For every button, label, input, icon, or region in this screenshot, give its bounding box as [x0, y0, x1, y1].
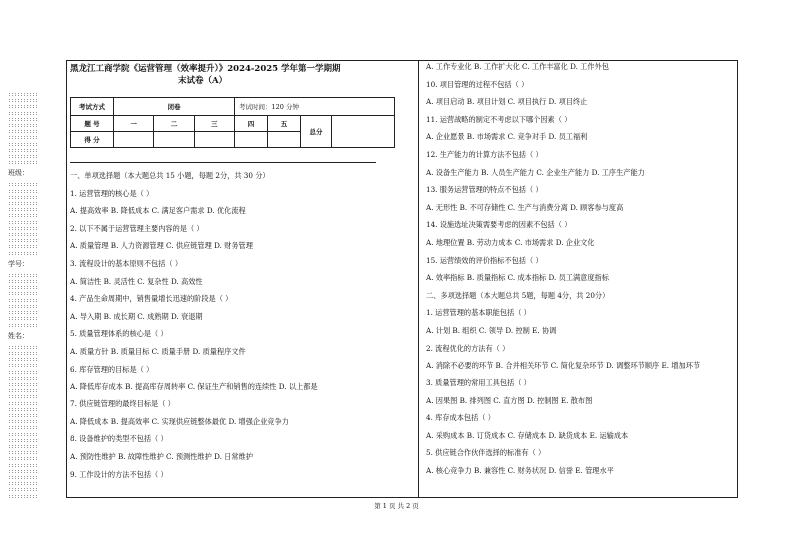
column-divider: [418, 60, 419, 497]
binding-dots: :::::::::: :::::::::: :::::::::: :::::::::: :::::::::: :::::::::: :::::::::: :::::::::: :::::::::: :::::::::: :::::::::: ::::::::::: [8, 92, 39, 167]
left-line: 9. 工作设计的方法不包括（ ）: [70, 469, 168, 479]
class-label: 班级：: [8, 169, 29, 178]
col-3: 三: [194, 116, 234, 132]
right-line: 1. 运营管理的基本职能包括（ ）: [426, 308, 531, 318]
right-line: A. 工作专业化 B. 工作扩大化 C. 工作丰富化 D. 工作外包: [426, 62, 609, 71]
right-line: A. 地理位置 B. 劳动力成本 C. 市场需求 D. 企业文化: [426, 237, 595, 247]
col-2: 二: [154, 116, 194, 132]
col-4: 四: [235, 116, 268, 132]
right-line: A. 企业愿景 B. 市场需求 C. 竞争对手 D. 员工福利: [426, 132, 588, 142]
exam-time: 考试时间：120 分钟: [235, 98, 395, 116]
col-1: 一: [114, 116, 154, 132]
exam-method-label: 考试方式: [71, 98, 114, 116]
right-line: 11. 运营战略的制定不考虑以下哪个因素（ ）: [426, 114, 572, 124]
right-line: 15. 运营绩效的评价指标不包括（ ）: [426, 255, 543, 265]
right-line: A. 效率指标 B. 质量指标 C. 成本指标 D. 员工满意度指标: [426, 273, 609, 283]
right-line: 14. 设施选址决策需要考虑的因素不包括（ ）: [426, 220, 572, 230]
right-line: A. 项目启动 B. 项目计划 C. 项目执行 D. 项目终止: [426, 97, 588, 107]
left-line: A. 降低库存成本 B. 提高库存周转率 C. 保证生产和销售的连续性 D. 以上都是: [70, 382, 318, 392]
left-line: 5. 质量管理体系的核心是（ ）: [70, 329, 168, 339]
right-line: 3. 质量管理的常用工具包括（ ）: [426, 378, 531, 388]
left-line: A. 质量管理 B. 人力资源管理 C. 供应链管理 D. 财务管理: [70, 241, 253, 251]
left-line: A. 导入期 B. 成长期 C. 成熟期 D. 衰退期: [70, 311, 203, 321]
score-cell-2[interactable]: [154, 132, 194, 148]
right-line: 13. 服务运营管理的特点不包括（ ）: [426, 185, 543, 195]
exam-title: 黑龙江工商学院《运营管理（效率提升）》2024-2025 学年第一学期期: [70, 64, 341, 74]
right-line: 5. 供应链合作伙伴选择的标准有（ ）: [426, 448, 546, 458]
right-section-heading: 二、多项选择题（本大题总共 5题，每题 4分，共 20分）: [426, 290, 610, 300]
left-line: 7. 供应链管理的最终目标是（ ）: [70, 399, 175, 409]
score-cell-1[interactable]: [114, 132, 154, 148]
right-line: A. 核心竞争力 B. 兼容性 C. 财务状况 D. 信誉 E. 管理水平: [426, 466, 614, 476]
left-questions: [70, 167, 376, 483]
right-line: A. 消除不必要的环节 B. 合并相关环节 C. 简化复杂环节 D. 调整环节顺序 E. 增加环节: [426, 361, 701, 371]
score-cell-3[interactable]: [194, 132, 234, 148]
left-line: A. 降低成本 B. 提高效率 C. 实现供应链整体最优 D. 增强企业竞争力: [70, 416, 289, 426]
left-line: A. 质量方针 B. 质量目标 C. 质量手册 D. 质量程序文件: [70, 346, 246, 356]
right-questions: [426, 58, 731, 480]
name-label: 姓名：: [8, 331, 29, 340]
exam-method-value: 闭卷: [114, 98, 235, 116]
exam-title-line2: 末试卷（A）: [178, 76, 228, 86]
col-5: 五: [268, 116, 301, 132]
left-column: [70, 61, 410, 87]
total-score-cell[interactable]: [332, 116, 395, 148]
score-cell-4[interactable]: [235, 132, 268, 148]
right-line: A. 采购成本 B. 订货成本 C. 存储成本 D. 缺货成本 E. 运输成本: [426, 430, 629, 440]
left-line: 6. 库存管理的目标是（ ）: [70, 364, 154, 374]
left-line: A. 简洁性 B. 灵活性 C. 复杂性 D. 高效性: [70, 276, 203, 286]
binding-strip: :::::::::: :::::::::: :::::::::: :::::::::: :::::::::: :::::::::: :::::::::: :::::::::: :::::::::: :::::::::: :::::::::: :::::::::: 班级： :::::::::: :::::::::: :::::::::: :::::::::: :::::::::: :::::::::: :::::::::: :::::::::: :::::::::: :::::::::: :::::::::: :::::::::: 学号： :::::::::: :::::::::: :::::::::: :::::::::: :::::::::: :::::::::: :::::::::: :::::::::: :::::::::: 姓名： :::::::::: :::::::::: :::::::::: :::::::::: :::::::::: :::::::::: :::::::::: :::::::::: :::::::::: :::::::::: :::::::::: :::::::::: :::::::::: :::::::::: :::::::::: :::::::::: :::::::::: :::::::::: :::::::::: :::::::::: :::::::::: :::::::::: :::::::::: :::::::::: ::::::::::: [8, 92, 58, 500]
section-rule: [70, 162, 376, 163]
total-label: 总分: [301, 116, 332, 148]
score-label: 得 分: [71, 132, 114, 148]
right-line: A. 计划 B. 组织 C. 领导 D. 控制 E. 协调: [426, 325, 557, 335]
left-line: 2. 以下不属于运营管理主要内容的是（ ）: [70, 223, 204, 233]
right-line: A. 设备生产能力 B. 人员生产能力 C. 企业生产能力 D. 工序生产能力: [426, 167, 645, 177]
left-section-heading: 一、单项选择题（本大题总共 15 小题，每题 2分，共 30 分）: [70, 171, 270, 180]
left-line: 8. 设备维护的类型不包括（ ）: [70, 434, 168, 444]
right-line: 2. 流程优化的方法有（ ）: [426, 343, 510, 353]
student-id-label: 学号：: [8, 259, 29, 268]
right-line: A. 无形性 B. 不可存储性 C. 生产与消费分离 D. 顾客参与度高: [426, 202, 624, 212]
score-table: [70, 97, 395, 148]
left-line: 1. 运营管理的核心是（ ）: [70, 188, 154, 198]
page-footer: 第 1 页 共 2 页: [374, 502, 419, 510]
right-line: 4. 库存成本包括（ ）: [426, 413, 495, 423]
left-line: A. 预防性维护 B. 故障性维护 C. 预测性维护 D. 日常维护: [70, 451, 253, 461]
score-cell-5[interactable]: [268, 132, 301, 148]
right-line: 12. 生产能力的计算方法不包括（ ）: [426, 149, 543, 159]
right-line: 10. 项目管理的过程不包括（ ）: [426, 79, 529, 89]
right-line: A. 因果图 B. 排列图 C. 直方图 D. 控制图 E. 散布图: [426, 395, 593, 405]
left-line: 4. 产品生命周期中，销售量增长迅速的阶段是（ ）: [70, 294, 233, 304]
left-line: 3. 流程设计的基本原则不包括（ ）: [70, 258, 183, 268]
left-line: A. 提高效率 B. 降低成本 C. 满足客户需求 D. 优化流程: [70, 206, 246, 216]
question-number-label: 题 号: [71, 116, 114, 132]
